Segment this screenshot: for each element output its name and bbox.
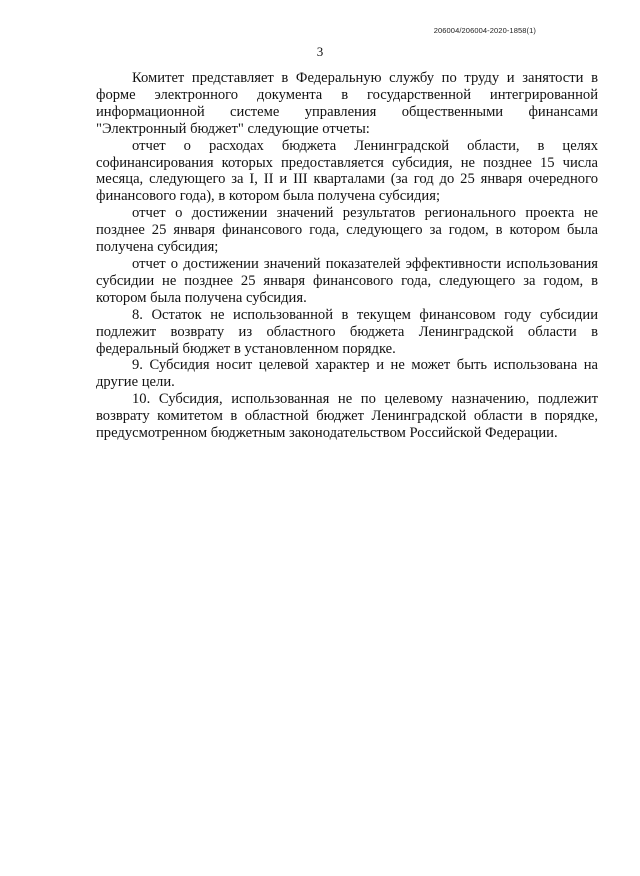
paragraph-reports-intro: Комитет представляет в Федеральную службу по труду и занятости в форме электронного документа в государственной интегрированной информационной системе управления общественными финансами "Электронный бюджет" следующие отчеты: xyxy=(96,70,598,137)
paragraph-clause-8: 8. Остаток не использованной в текущем финансовом году субсидии подлежит возврату из областного бюджета Ленинградской области в федеральный бюджет в установленном порядке. xyxy=(96,306,598,357)
paragraph-results-report: отчет о достижении значений результатов регионального проекта не позднее 25 января финансового года, следующего за годом, в котором была получена субсидия; xyxy=(96,205,598,256)
paragraph-efficiency-report: отчет о достижении значений показателей эффективности использования субсидии не позднее 25 января финансового года, следующего за годом, в котором была получена субсидия. xyxy=(96,255,598,306)
paragraph-expense-report: отчет о расходах бюджета Ленинградской области, в целях софинансирования которых предоставляется субсидия, не позднее 15 числа месяца, следующего за I, II и III кварталами (за год до 25 января очередного финансового года), в котором была получена субсидия; xyxy=(96,137,598,205)
paragraph-clause-9: 9. Субсидия носит целевой характер и не может быть использована на другие цели. xyxy=(96,357,598,391)
paragraph-clause-10: 10. Субсидия, использованная не по целевому назначению, подлежит возврату комитетом в областной бюджет Ленинградской области в порядке, предусмотренном бюджетным законодательством Российской Федерации. xyxy=(96,391,598,442)
document-body xyxy=(96,70,598,442)
document-id: 206004/206004-2020-1858(1) xyxy=(433,26,536,35)
page-number: 3 xyxy=(316,44,324,59)
